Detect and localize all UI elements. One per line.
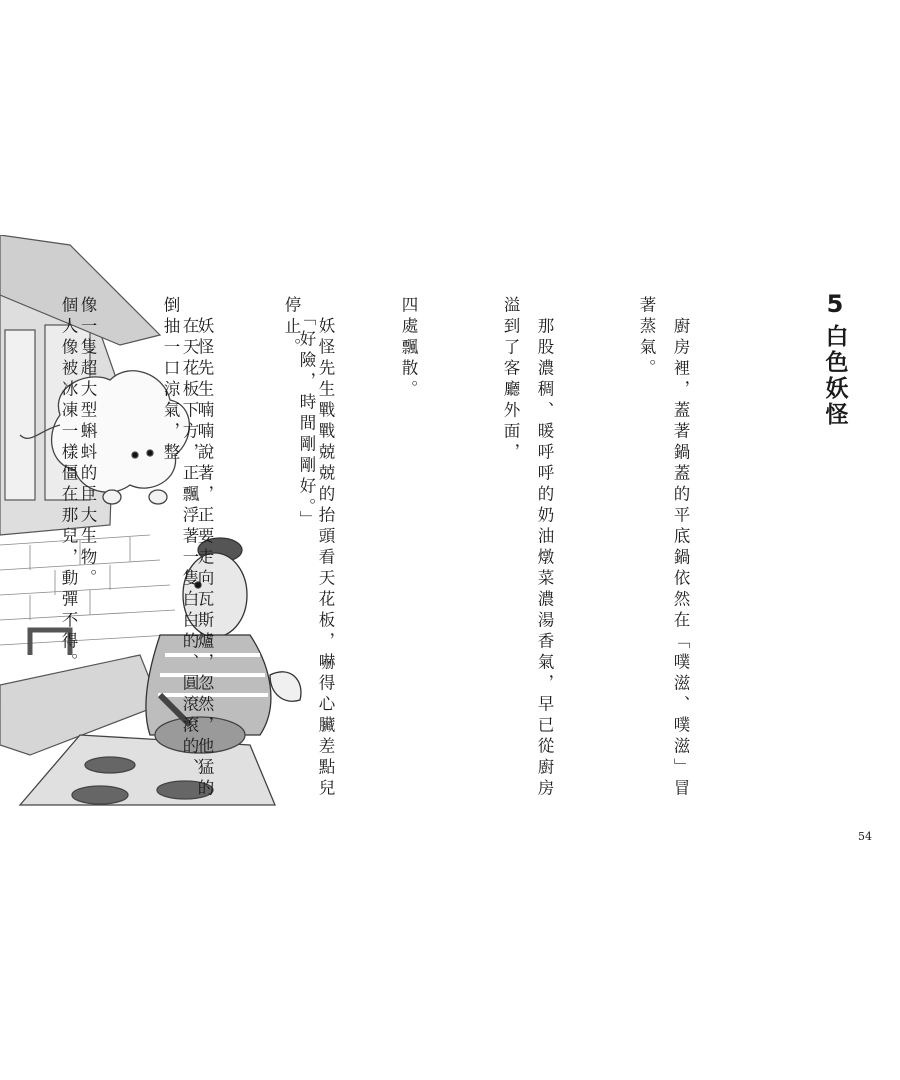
chapter-title: 白色妖怪 (821, 324, 848, 428)
page-number: 54 (858, 830, 872, 843)
chapter-number: 5 (826, 290, 844, 318)
text-line: 「好險，時間剛剛好。」 (297, 296, 316, 532)
text-line: 妖怪先生戰戰兢兢的抬頭看天花板，嚇得心臟差點兒停止。 (282, 296, 335, 800)
text-line: 在天花板下方，正飄浮著一隻白白的、圓滾滾的、 (180, 296, 199, 779)
text-line: 四處飄散。 (399, 296, 418, 401)
text-line: 像一隻超大型蝌蚪的巨大生物。 (78, 296, 97, 590)
text-line: 那股濃稠、暖呼呼的奶油燉菜濃湯香氣，早已從廚房溢到了客廳外面， (501, 296, 554, 800)
text-line: 妖怪先生喃喃說著，正要走向瓦斯爐，忽然，他猛的倒抽一口涼氣，整 (161, 296, 214, 800)
text-line: 個人像被冰凍一樣僵在那兒，動彈不得。 (59, 296, 78, 674)
text-line: 廚房裡，蓋著鍋蓋的平底鍋依然在「噗滋、噗滋」冒著蒸氣。 (637, 296, 690, 800)
chapter-heading (805, 290, 865, 428)
text-line (0, 296, 2, 816)
